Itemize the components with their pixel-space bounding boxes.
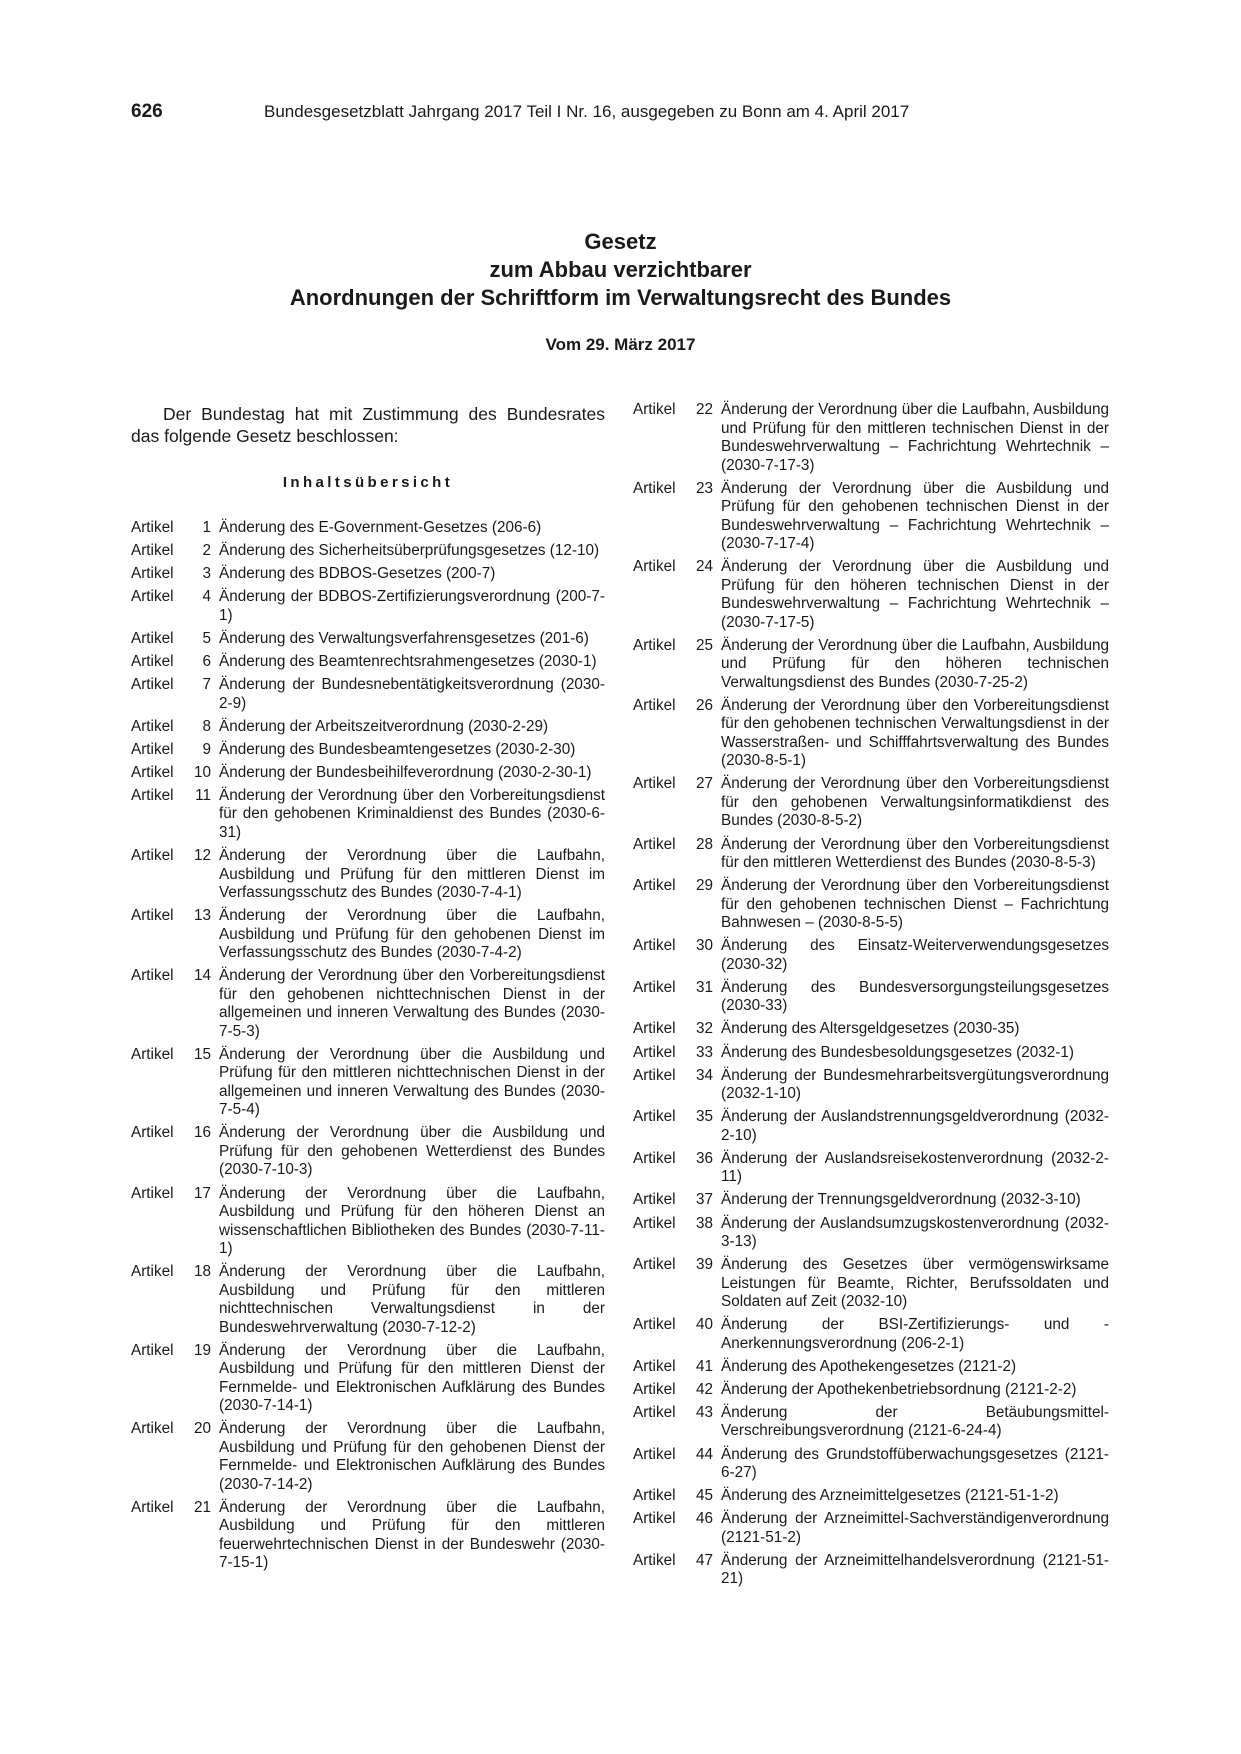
article-title: Änderung der Verordnung über die Ausbildung und Prüfung für den mittleren nichttechnischen Dienst in der allgemeinen und inneren Verwaltung des Bundes (2030-7-5-4) [219, 1045, 605, 1119]
article-entry [131, 588, 605, 625]
article-title: Änderung des Arzneimittelgesetzes (2121-51-1-2) [721, 1487, 1059, 1505]
article-entry [633, 1446, 1109, 1483]
article-number: 34 [695, 1066, 713, 1084]
article-title: Änderung der Verordnung über die Laufbahn, Ausbildung und Prüfung für den mittleren Dienst im Verfassungsschutz des Bundes (2030-7-4-1) [219, 847, 605, 902]
article-entry [633, 1020, 1109, 1039]
article-entry [633, 1487, 1109, 1506]
article-number: 26 [695, 696, 713, 714]
article-label: Artikel [131, 967, 174, 985]
article-title: Änderung der Bundesnebentätigkeitsverordnung (2030-2-9) [219, 676, 605, 712]
article-title: Änderung der Trennungsgeldverordnung (2032-3-10) [721, 1191, 1081, 1209]
article-entry [633, 775, 1109, 831]
article-entry [131, 676, 605, 713]
article-number: 4 [202, 588, 211, 606]
article-label: Artikel [633, 1487, 676, 1505]
article-entry [131, 519, 605, 538]
article-number: 45 [695, 1487, 713, 1505]
article-number: 27 [695, 775, 713, 793]
article-number: 21 [193, 1498, 211, 1516]
article-number: 18 [193, 1263, 211, 1281]
article-label: Artikel [131, 588, 174, 606]
article-title: Änderung der Verordnung über die Laufbahn, Ausbildung und Prüfung für den mittleren feuerwehrtechnischen Dienst in der Bundeswehr (2030-7-15-1) [219, 1498, 605, 1572]
article-label: Artikel [633, 1316, 676, 1334]
article-title: Änderung der Verordnung über den Vorbereitungsdienst für den gehobenen technischen Dienst – Fachrichtung Bahnwesen – (2030-8-5-5) [721, 877, 1109, 932]
article-title: Änderung der Verordnung über den Vorbereitungsdienst für den gehobenen technischen Verwaltungsdienst in der Wasserstraßen- und Schifffahrtsverwaltung des Bundes (2030-8-5-1) [721, 696, 1109, 770]
article-number: 23 [695, 479, 713, 497]
article-number: 7 [202, 676, 211, 694]
article-entry [131, 630, 605, 649]
article-title: Änderung des Bundesversorgungsteilungsgesetzes (2030-33) [721, 978, 1109, 1015]
article-title: Änderung der Verordnung über die Ausbildung und Prüfung für den gehobenen technischen Dienst in der Bundeswehrverwaltung – Fachrichtung Wehrtechnik – (2030-7-17-4) [721, 479, 1109, 553]
article-entry [633, 1552, 1109, 1589]
article-title: Änderung der Verordnung über die Laufbahn, Ausbildung und Prüfung für den höheren Dienst an wissenschaftlichen Bibliotheken des Bundes (2030-7-11-1) [219, 1184, 605, 1257]
article-label: Artikel [131, 1263, 174, 1281]
article-entry [633, 1404, 1109, 1441]
article-number: 39 [695, 1256, 713, 1274]
article-title: Änderung der Verordnung über den Vorbereitungsdienst für den gehobenen Verwaltungsinformatikdienst des Bundes (2030-8-5-2) [721, 775, 1109, 830]
article-number: 44 [695, 1445, 713, 1463]
article-label: Artikel [131, 1341, 174, 1359]
article-label: Artikel [633, 1214, 676, 1232]
date-line: Vom 29. März 2017 [545, 335, 696, 354]
article-label: Artikel [633, 1510, 676, 1528]
page-header [0, 101, 1241, 127]
article-title: Änderung der Auslandsreisekostenverordnung (2032-2-11) [721, 1149, 1109, 1186]
article-entry [633, 1150, 1109, 1187]
article-title: Änderung des Verwaltungsverfahrensgesetzes (201-6) [219, 629, 589, 647]
article-entry [131, 565, 605, 584]
article-number: 13 [193, 907, 211, 925]
article-number: 14 [193, 967, 211, 985]
article-number: 17 [193, 1184, 211, 1202]
article-entry [633, 1510, 1109, 1547]
article-title: Änderung des Grundstoffüberwachungsgesetzes (2121-6-27) [721, 1445, 1109, 1482]
article-entry [131, 1046, 605, 1120]
right-column [633, 401, 1109, 1593]
article-entry [131, 907, 605, 963]
article-label: Artikel [633, 1403, 676, 1421]
toc-heading: Inhaltsübersicht [282, 474, 454, 491]
article-number: 2 [202, 542, 211, 560]
article-label: Artikel [131, 740, 174, 758]
article-number: 28 [695, 835, 713, 853]
article-title: Änderung des Bundesbesoldungsgesetzes (2032-1) [721, 1043, 1074, 1061]
article-label: Artikel [633, 775, 676, 793]
article-label: Artikel [131, 565, 174, 583]
article-title: Änderung der Verordnung über die Laufbahn, Ausbildung und Prüfung für den gehobenen Dienst im Verfassungsschutz des Bundes (2030-7-4-2) [219, 907, 605, 962]
article-entry [131, 653, 605, 672]
article-title: Änderung des Bundesbeamtengesetzes (2030-2-30) [219, 740, 576, 758]
article-title: Änderung des Altersgeldgesetzes (2030-35) [721, 1020, 1020, 1038]
article-number: 3 [202, 565, 211, 583]
article-entry [131, 1499, 605, 1573]
article-label: Artikel [131, 907, 174, 925]
article-title: Änderung des Einsatz-Weiterverwendungsgesetzes (2030-32) [721, 937, 1109, 973]
article-title: Änderung des Beamtenrechtsrahmengesetzes (2030-1) [219, 652, 597, 670]
article-label: Artikel [633, 479, 676, 497]
article-entry [633, 1215, 1109, 1252]
article-title: Änderung der Auslandsumzugskostenverordnung (2032-3-13) [721, 1214, 1109, 1250]
article-label: Artikel [633, 1445, 676, 1463]
article-title: Änderung des Gesetzes über vermögenswirksame Leistungen für Beamte, Richter, Berufssoldaten und Soldaten auf Zeit (2032-10) [721, 1256, 1109, 1311]
left-column [131, 403, 605, 1577]
article-entry [633, 401, 1109, 475]
article-entry [131, 967, 605, 1041]
article-number: 36 [695, 1149, 713, 1167]
article-label: Artikel [633, 1149, 676, 1167]
article-label: Artikel [633, 978, 676, 996]
article-number: 46 [695, 1510, 713, 1528]
article-label: Artikel [131, 1124, 174, 1142]
article-label: Artikel [633, 1066, 676, 1084]
article-label: Artikel [131, 1498, 174, 1516]
article-entry [131, 1342, 605, 1416]
article-number: 40 [695, 1316, 713, 1334]
article-title: Änderung des Apothekengesetzes (2121-2) [721, 1357, 1017, 1375]
article-title: Änderung der Arbeitszeitverordnung (2030-2-29) [219, 717, 549, 735]
article-title: Änderung der Verordnung über die Laufbahn, Ausbildung und Prüfung für den mittleren Dienst der Fernmelde- und Elektronischen Aufklärung des Bundes (2030-7-14-1) [219, 1341, 605, 1415]
article-label: Artikel [633, 1191, 676, 1209]
article-title: Änderung der BDBOS-Zertifizierungsverordnung (200-7-1) [219, 588, 605, 624]
article-title: Änderung der Arzneimittelhandelsverordnung (2121-51-21) [721, 1551, 1109, 1588]
preamble: Der Bundestag hat mit Zustimmung des Bundesrates das folgende Gesetz beschlossen: [131, 404, 605, 446]
article-title: Änderung der Betäubungsmittel-Verschreibungsverordnung (2121-6-24-4) [721, 1403, 1109, 1440]
article-number: 42 [695, 1380, 713, 1398]
article-label: Artikel [131, 542, 174, 560]
article-number: 37 [695, 1191, 713, 1209]
article-label: Artikel [131, 847, 174, 865]
article-entry [131, 847, 605, 903]
article-entry [633, 1044, 1109, 1063]
article-label: Artikel [633, 937, 676, 955]
article-entry [633, 558, 1109, 632]
article-number: 38 [695, 1214, 713, 1232]
article-number: 30 [695, 937, 713, 955]
article-title: Änderung der Auslandstrennungsgeldverordnung (2032-2-10) [721, 1108, 1109, 1144]
article-number: 22 [695, 401, 713, 418]
article-title: Änderung der Apothekenbetriebsordnung (2121-2-2) [721, 1380, 1077, 1398]
article-title: Änderung der Verordnung über die Ausbildung und Prüfung für den gehobenen Wetterdienst des Bundes (2030-7-10-3) [219, 1124, 605, 1179]
article-entry [633, 480, 1109, 554]
title-line-2: zum Abbau verzichtbarer [489, 257, 752, 282]
title-line-1: Gesetz [584, 229, 657, 254]
article-label: Artikel [633, 835, 676, 853]
article-title: Änderung der BSI-Zertifizierungs- und -Anerkennungsverordnung (206-2-1) [721, 1316, 1109, 1352]
article-title: Änderung der Verordnung über den Vorbereitungsdienst für den gehobenen Kriminaldienst des Bundes (2030-6-31) [219, 786, 605, 841]
article-label: Artikel [633, 1043, 676, 1061]
article-number: 15 [193, 1045, 211, 1063]
article-title: Änderung des Sicherheitsüberprüfungsgesetzes (12-10) [219, 542, 600, 560]
article-entry [633, 697, 1109, 771]
article-label: Artikel [131, 1420, 174, 1438]
article-label: Artikel [633, 1108, 676, 1126]
article-label: Artikel [633, 1551, 676, 1569]
article-entry [131, 1420, 605, 1494]
running-head: Bundesgesetzblatt Jahrgang 2017 Teil I Nr. 16, ausgegeben zu Bonn am 4. April 2017 [264, 102, 910, 121]
article-number: 9 [202, 740, 211, 758]
article-number: 1 [202, 519, 211, 536]
article-entry [633, 637, 1109, 693]
article-entry [633, 1381, 1109, 1400]
article-title: Änderung des E-Government-Gesetzes (206-6) [219, 519, 542, 536]
article-label: Artikel [131, 519, 174, 536]
article-number: 19 [193, 1341, 211, 1359]
article-entry [633, 1191, 1109, 1210]
article-number: 10 [193, 763, 211, 781]
article-entry [131, 787, 605, 843]
article-number: 25 [695, 636, 713, 654]
article-number: 16 [193, 1124, 211, 1142]
article-list-right [633, 401, 1109, 1589]
article-label: Artikel [131, 629, 174, 647]
article-label: Artikel [633, 401, 676, 418]
article-title: Änderung der Bundesmehrarbeitsvergütungsverordnung (2032-1-10) [721, 1066, 1109, 1103]
article-number: 43 [695, 1403, 713, 1421]
article-number: 41 [695, 1357, 713, 1375]
article-label: Artikel [633, 558, 676, 576]
article-label: Artikel [131, 1045, 174, 1063]
article-label: Artikel [131, 676, 174, 694]
article-label: Artikel [131, 786, 174, 804]
article-entry [633, 877, 1109, 933]
article-title: Änderung der Verordnung über die Laufbahn, Ausbildung und Prüfung für den höheren technischen Verwaltungsdienst des Bundes (2030-7-25-2) [721, 636, 1109, 691]
article-entry [131, 1263, 605, 1337]
article-entry [633, 1316, 1109, 1353]
article-title: Änderung der Verordnung über die Laufbahn, Ausbildung und Prüfung für den gehobenen Dienst der Fernmelde- und Elektronischen Aufklärung des Bundes (2030-7-14-2) [219, 1420, 605, 1493]
article-list-left [131, 519, 605, 1573]
article-entry [131, 741, 605, 760]
article-entry [131, 718, 605, 737]
article-number: 20 [193, 1420, 211, 1438]
article-number: 32 [695, 1020, 713, 1038]
article-entry [131, 1185, 605, 1259]
article-title: Änderung der Verordnung über die Ausbildung und Prüfung für den höheren technischen Dienst in der Bundeswehrverwaltung – Fachrichtung Wehrtechnik – (2030-7-17-5) [721, 558, 1109, 631]
article-entry [633, 836, 1109, 873]
article-label: Artikel [633, 1256, 676, 1274]
article-number: 6 [202, 652, 211, 670]
article-label: Artikel [633, 877, 676, 895]
article-label: Artikel [131, 763, 174, 781]
article-title: Änderung der Verordnung über den Vorbereitungsdienst für den mittleren Wetterdienst des Bundes (2030-8-5-3) [721, 835, 1109, 872]
article-number: 12 [193, 847, 211, 865]
article-entry [633, 1358, 1109, 1377]
article-number: 11 [195, 786, 211, 804]
article-entry [633, 1256, 1109, 1312]
article-entry [633, 1067, 1109, 1104]
article-label: Artikel [131, 1184, 174, 1202]
article-number: 24 [695, 558, 713, 576]
article-label: Artikel [633, 1020, 676, 1038]
article-entry [633, 1108, 1109, 1145]
article-number: 8 [202, 717, 211, 735]
article-number: 33 [695, 1043, 713, 1061]
page-number: 626 [131, 101, 163, 122]
article-title: Änderung der Bundesbeihilfeverordnung (2030-2-30-1) [219, 763, 592, 781]
article-title: Änderung der Verordnung über die Laufbahn, Ausbildung und Prüfung für den mittleren nichttechnischen Verwaltungsdienst in der Bundeswehrverwaltung (2030-7-12-2) [219, 1263, 605, 1336]
article-label: Artikel [633, 636, 676, 654]
article-label: Artikel [633, 696, 676, 714]
article-number: 5 [202, 629, 211, 647]
article-number: 47 [695, 1551, 713, 1569]
article-title: Änderung der Verordnung über die Laufbahn, Ausbildung und Prüfung für den mittleren technischen Dienst in der Bundeswehrverwaltung – Fachrichtung Wehrtechnik – (2030-7-17-3) [721, 401, 1109, 474]
article-title: Änderung der Verordnung über den Vorbereitungsdienst für den gehobenen nichttechnischen Dienst in der allgemeinen und inneren Verwaltung des Bundes (2030-7-5-3) [219, 967, 605, 1040]
article-label: Artikel [131, 652, 174, 670]
article-number: 29 [695, 877, 713, 895]
article-title: Änderung des BDBOS-Gesetzes (200-7) [219, 565, 496, 583]
article-title: Änderung der Arzneimittel-Sachverständigenverordnung (2121-51-2) [721, 1510, 1109, 1546]
law-title [0, 228, 1241, 312]
article-label: Artikel [131, 717, 174, 735]
article-number: 31 [695, 978, 713, 996]
article-entry [131, 764, 605, 783]
title-line-3: Anordnungen der Schriftform im Verwaltungsrecht des Bundes [289, 285, 952, 310]
article-entry [633, 979, 1109, 1016]
article-number: 35 [695, 1108, 713, 1126]
article-entry [633, 937, 1109, 974]
article-entry [131, 1124, 605, 1180]
article-label: Artikel [633, 1357, 676, 1375]
article-label: Artikel [633, 1380, 676, 1398]
article-entry [131, 542, 605, 561]
